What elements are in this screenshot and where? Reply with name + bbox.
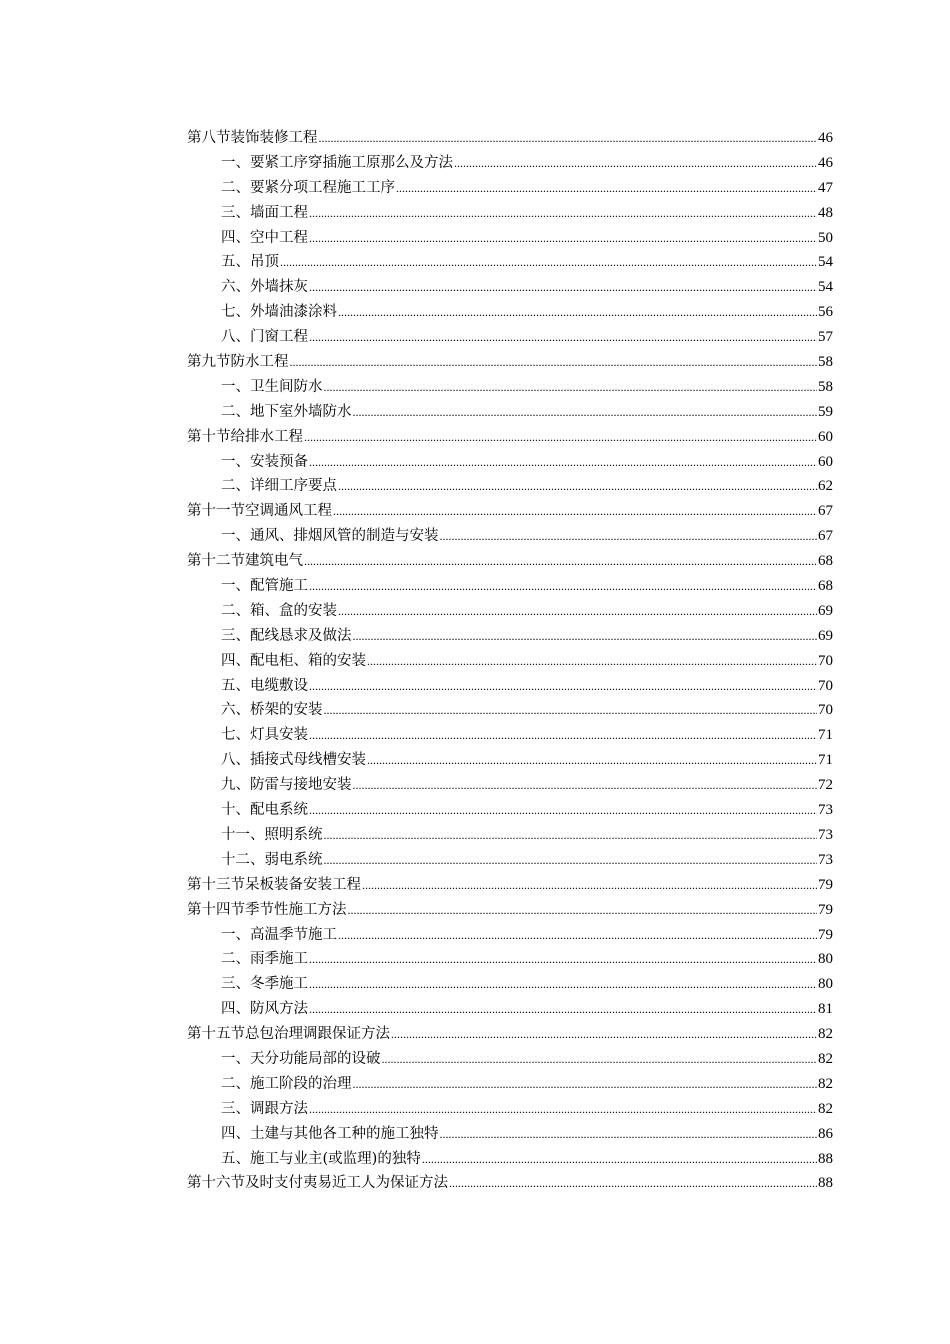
toc-dot-leader [396,176,817,201]
toc-page-number: 67 [818,503,833,520]
toc-page-number: 86 [818,1125,833,1142]
toc-subsection-entry[interactable] [187,997,833,1022]
toc-entry-label: 八、插接式母线槽安装 [221,752,366,769]
toc-page-number: 69 [818,602,833,619]
toc-page-number: 73 [818,826,833,843]
toc-dot-leader [304,549,817,574]
toc-page-number: 71 [818,727,833,744]
toc-subsection-entry[interactable] [187,649,833,674]
toc-dot-leader [324,848,818,873]
toc-entry-label: 第九节防水工程 [187,354,289,371]
toc-dot-leader [348,898,818,923]
toc-entry-label: 一、安装预备 [221,453,308,470]
toc-page-number: 82 [818,1026,833,1043]
toc-entry-label: 七、灯具安装 [221,727,308,744]
toc-dot-leader [309,325,817,350]
toc-subsection-entry[interactable] [187,1072,833,1097]
toc-page-number: 88 [818,1150,833,1167]
toc-entry-label: 五、电缆敷设 [221,677,308,694]
toc-page-number: 70 [818,652,833,669]
toc-section-entry[interactable] [187,549,833,574]
toc-entry-label: 五、施工与业主(或监理)的独特 [221,1150,421,1167]
toc-entry-label: 六、桥架的安装 [221,702,323,719]
toc-page-number: 48 [818,204,833,221]
toc-page-number: 60 [818,453,833,470]
toc-entry-label: 第十六节及时支付夷易近工人为保证方法 [187,1175,448,1192]
toc-dot-leader [290,350,818,375]
toc-subsection-entry[interactable] [187,798,833,823]
toc-dot-leader [367,649,817,674]
toc-section-entry[interactable] [187,499,833,524]
toc-dot-leader [422,1147,817,1172]
toc-page-number: 69 [818,627,833,644]
toc-subsection-entry[interactable] [187,1122,833,1147]
toc-dot-leader [338,923,817,948]
toc-entry-label: 二、箱、盒的安装 [221,602,337,619]
toc-page-number: 68 [818,553,833,570]
toc-dot-leader [353,773,818,798]
toc-dot-leader [309,947,817,972]
toc-subsection-entry[interactable] [187,1147,833,1172]
toc-subsection-entry[interactable] [187,723,833,748]
toc-subsection-entry[interactable] [187,325,833,350]
toc-entry-label: 五、吊顶 [221,254,279,271]
toc-dot-leader [309,674,817,699]
toc-subsection-entry[interactable] [187,1047,833,1072]
toc-dot-leader [309,997,817,1022]
toc-subsection-entry[interactable] [187,226,833,251]
toc-page-number: 82 [818,1100,833,1117]
toc-dot-leader [324,823,818,848]
toc-entry-label: 二、详细工序要点 [221,478,337,495]
toc-entry-label: 第八节装饰装修工程 [187,130,318,146]
toc-page-number: 46 [818,154,833,171]
toc-entry-label: 四、配电柜、箱的安装 [221,652,366,669]
toc-dot-leader [353,1072,818,1097]
toc-entry-label: 一、配管施工 [221,578,308,595]
toc-page-number: 88 [818,1175,833,1192]
toc-dot-leader [309,574,817,599]
toc-subsection-entry[interactable] [187,624,833,649]
toc-section-entry[interactable] [187,873,833,898]
toc-page-number: 70 [818,702,833,719]
toc-entry-label: 一、高温季节施工 [221,926,337,943]
toc-entry-label: 二、要紧分项工程施工工序 [221,179,395,196]
toc-page-number: 79 [818,901,833,918]
toc-entry-label: 三、配线恳求及做法 [221,627,352,644]
toc-entry-label: 二、施工阶段的治理 [221,1075,352,1092]
toc-section-entry[interactable] [187,898,833,923]
toc-dot-leader [304,425,817,450]
toc-subsection-entry[interactable] [187,275,833,300]
toc-section-entry[interactable] [187,1022,833,1047]
toc-dot-leader [280,250,817,275]
toc-entry-label: 一、要紧工序穿插施工原那么及方法 [221,154,453,171]
toc-subsection-entry[interactable] [187,599,833,624]
toc-dot-leader [367,748,817,773]
toc-page-number: 82 [818,1075,833,1092]
toc-subsection-entry[interactable] [187,400,833,425]
toc-dot-leader [324,375,818,400]
toc-subsection-entry[interactable] [187,201,833,226]
toc-page-number: 54 [818,254,833,271]
toc-page-number: 54 [818,279,833,296]
toc-dot-leader [309,201,817,226]
toc-page-number: 81 [818,1001,833,1018]
toc-subsection-entry[interactable] [187,698,833,723]
toc-page-number: 47 [818,179,833,196]
toc-page-number: 46 [818,130,833,146]
toc-subsection-entry[interactable] [187,450,833,475]
toc-page-number: 60 [818,428,833,445]
toc-entry-label: 十二、弱电系统 [221,851,323,868]
toc-subsection-entry[interactable] [187,474,833,499]
toc-dot-leader [309,1097,817,1122]
toc-entry-label: 第十五节总包治理调跟保证方法 [187,1026,390,1043]
toc-subsection-entry[interactable] [187,1097,833,1122]
toc-page-number: 80 [818,951,833,968]
toc-entry-label: 第十一节空调通风工程 [187,503,332,520]
toc-page-number: 72 [818,777,833,794]
toc-entry-label: 十、配电系统 [221,802,308,819]
toc-subsection-entry[interactable] [187,773,833,798]
toc-page-number: 80 [818,976,833,993]
toc-dot-leader [338,599,817,624]
toc-dot-leader [440,524,818,549]
toc-dot-leader [338,300,817,325]
toc-page-number: 68 [818,578,833,595]
toc-dot-leader [440,1122,818,1147]
toc-entry-label: 第十二节建筑电气 [187,553,303,570]
toc-dot-leader [353,624,818,649]
toc-page-number: 73 [818,802,833,819]
toc-entry-label: 一、卫生间防水 [221,378,323,395]
toc-dot-leader [324,698,818,723]
toc-dot-leader [454,151,817,176]
toc-entry-label: 二、地下室外墙防水 [221,403,352,420]
toc-entry-label: 八、门窗工程 [221,329,308,346]
toc-subsection-entry[interactable] [187,176,833,201]
toc-entry-label: 第十四节季节性施工方法 [187,901,347,918]
toc-subsection-entry[interactable] [187,574,833,599]
toc-subsection-entry[interactable] [187,748,833,773]
toc-subsection-entry[interactable] [187,823,833,848]
toc-dot-leader [449,1171,817,1196]
toc-dot-leader [338,474,817,499]
toc-entry-label: 九、防雷与接地安装 [221,777,352,794]
toc-page-number: 50 [818,229,833,246]
toc-subsection-entry[interactable] [187,524,833,549]
toc-entry-label: 四、防风方法 [221,1001,308,1018]
toc-entry-label: 一、通风、排烟风管的制造与安装 [221,528,439,545]
toc-entry-label: 二、雨季施工 [221,951,308,968]
toc-section-entry[interactable] [187,425,833,450]
toc-entry-label: 七、外墙油漆涂料 [221,304,337,321]
toc-page-number: 71 [818,752,833,769]
toc-page-number: 73 [818,851,833,868]
toc-subsection-entry[interactable] [187,923,833,948]
toc-dot-leader [319,126,818,151]
toc-entry-label: 三、墙面工程 [221,204,308,221]
toc-dot-leader [309,798,817,823]
toc-entry-label: 六、外墙抹灰 [221,279,308,296]
toc-dot-leader [309,723,817,748]
toc-dot-leader [391,1022,817,1047]
toc-dot-leader [362,873,817,898]
toc-subsection-entry[interactable] [187,375,833,400]
toc-dot-leader [309,275,817,300]
toc-entry-label: 第十节给排水工程 [187,428,303,445]
toc-subsection-entry[interactable] [187,151,833,176]
toc-subsection-entry[interactable] [187,674,833,699]
toc-page-number: 82 [818,1050,833,1067]
toc-subsection-entry[interactable] [187,848,833,873]
toc-page-number: 56 [818,304,833,321]
toc-entry-label: 一、天分功能局部的设破 [221,1050,381,1067]
toc-entry-label: 四、土建与其他各工种的施工独特 [221,1125,439,1142]
toc-page-number: 62 [818,478,833,495]
toc-subsection-entry[interactable] [187,300,833,325]
toc-page-number: 58 [818,378,833,395]
toc-dot-leader [382,1047,818,1072]
toc-entry-label: 十一、照明系统 [221,826,323,843]
toc-subsection-entry[interactable] [187,972,833,997]
toc-subsection-entry[interactable] [187,250,833,275]
toc-entry-label: 三、调跟方法 [221,1100,308,1117]
table-of-contents [187,126,833,1196]
toc-page-number: 57 [818,329,833,346]
toc-page-number: 58 [818,354,833,371]
toc-page-number: 67 [818,528,833,545]
toc-page-number: 79 [818,876,833,893]
toc-dot-leader [353,400,818,425]
toc-page-number: 70 [818,677,833,694]
toc-section-entry[interactable] [187,350,833,375]
toc-section-entry[interactable] [187,1171,833,1196]
toc-section-entry[interactable] [187,126,833,151]
toc-page-number: 59 [818,403,833,420]
toc-dot-leader [309,972,817,997]
toc-dot-leader [333,499,817,524]
toc-page-number: 79 [818,926,833,943]
toc-entry-label: 三、冬季施工 [221,976,308,993]
toc-dot-leader [309,450,817,475]
toc-entry-label: 四、空中工程 [221,229,308,246]
toc-entry-label: 第十三节呆板装备安装工程 [187,876,361,893]
toc-dot-leader [309,226,817,251]
toc-subsection-entry[interactable] [187,947,833,972]
